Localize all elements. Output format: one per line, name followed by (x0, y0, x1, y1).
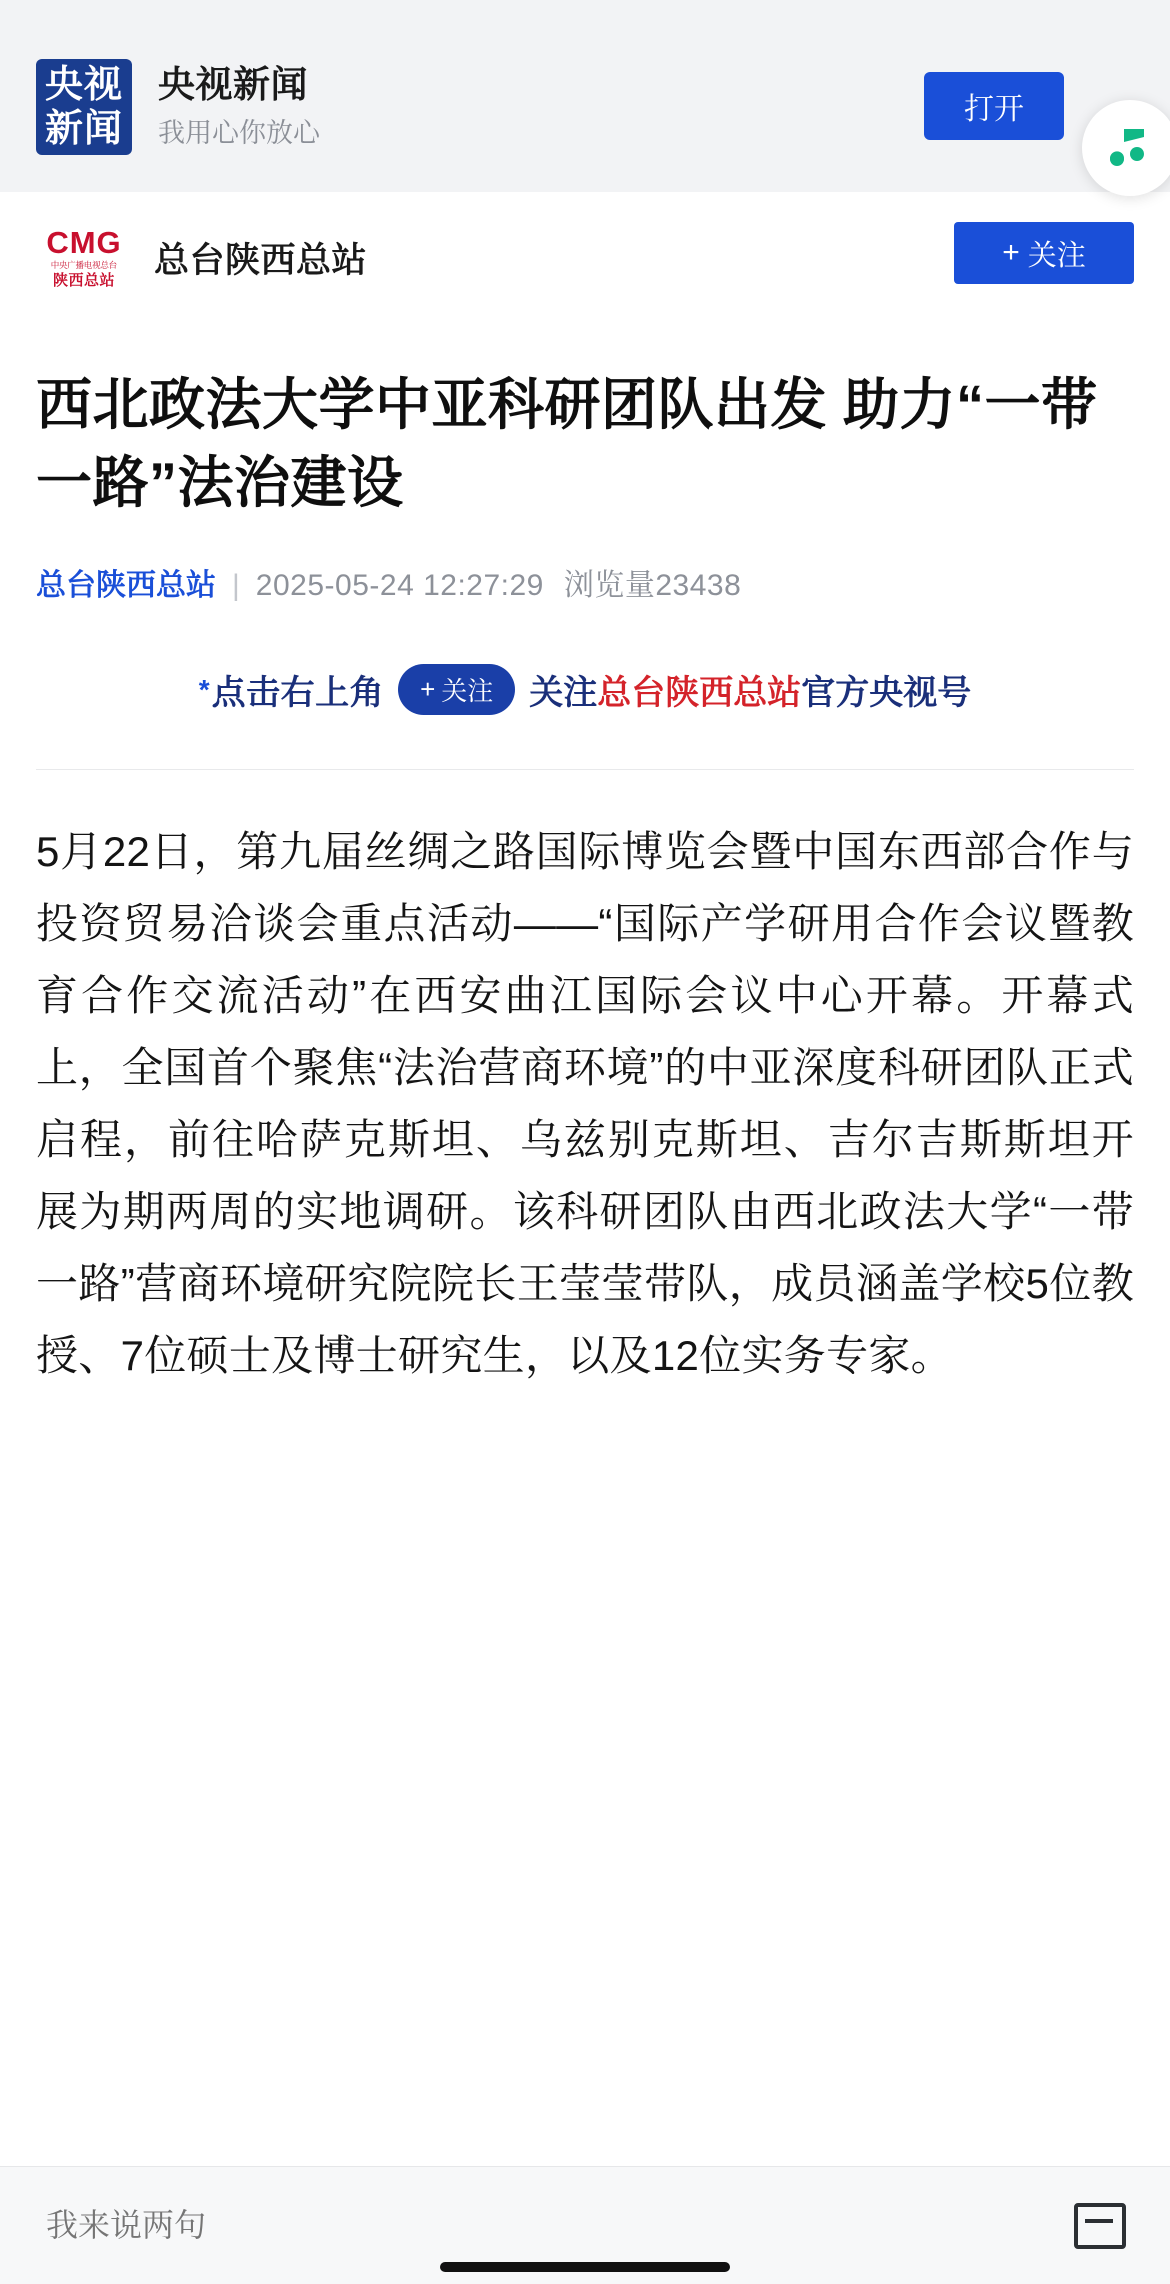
open-app-button[interactable]: 打开 (924, 72, 1064, 140)
app-logo-line2: 新闻 (44, 108, 123, 150)
article-body: 5月22日，第九届丝绸之路国际博览会暨中国东西部合作与投资贸易洽谈会重点活动——“国际产学研用合作会议暨教育合作交流活动”在西安曲江国际会议中心开幕。开幕式上，全国首个聚焦“法治营商环境”的中亚深度科研团队正式启程，前往哈萨克斯坦、乌兹别克斯坦、吉尔吉斯斯坦开展为期两周的实地调研。该科研团队由西北政法大学“一带一路”营商环境研究院院长王莹莹带队，成员涵盖学校5位教授、7位硕士及博士研究生，以及12位实务专家。 (36, 828, 1134, 1379)
promo-pill-label: 关注 (441, 676, 494, 706)
byline-separator: | (232, 569, 240, 602)
home-indicator (440, 2262, 730, 2272)
cmg-logo-top: CMG (46, 224, 122, 260)
follow-promo-line (36, 664, 1134, 715)
promo-text-part2: 关注 (529, 674, 598, 712)
page-content (0, 192, 1170, 1392)
comment-box-icon[interactable] (1074, 2203, 1126, 2249)
promo-plus-icon: + (420, 674, 436, 704)
asterisk-icon: * (198, 673, 210, 705)
article-source[interactable]: 总台陕西总站 (36, 569, 216, 602)
follow-promo-section (36, 664, 1134, 770)
promo-follow-pill[interactable] (398, 664, 515, 715)
follow-button-label: 关注 (1027, 239, 1086, 272)
app-logo-line1: 央视 (44, 64, 123, 106)
promo-text-account: 总台陕西总站 (597, 674, 802, 712)
plus-icon: + (1002, 236, 1020, 269)
article-timestamp: 2025-05-24 12:27:29 (255, 569, 544, 602)
music-note-icon[interactable] (1082, 100, 1170, 196)
article-byline (36, 564, 1134, 608)
cctv-news-logo-icon (36, 59, 132, 155)
cmg-shaanxi-logo-icon (36, 220, 132, 296)
article-view-count: 浏览量23438 (563, 569, 742, 602)
app-slogan: 我用心你放心 (158, 118, 320, 148)
cmg-logo-bottom: 陕西总站 (52, 271, 115, 289)
status-bar (0, 0, 1170, 22)
account-row[interactable] (36, 192, 1134, 324)
comment-input[interactable] (44, 2206, 1074, 2245)
article-headline: 西北政法大学中亚科研团队出发 助力“一带一路”法治建设 (36, 373, 1098, 514)
promo-text-part1: 点击右上角 (211, 674, 385, 712)
cmg-logo-mid: 中央广播电视总台 (50, 259, 118, 270)
follow-button[interactable] (954, 222, 1134, 284)
promo-text-part4: 官方央视号 (801, 674, 972, 712)
account-name: 总台陕西总站 (154, 241, 368, 280)
app-promo-bar (0, 22, 1170, 192)
app-meta (158, 61, 320, 153)
app-name: 央视新闻 (158, 64, 308, 105)
